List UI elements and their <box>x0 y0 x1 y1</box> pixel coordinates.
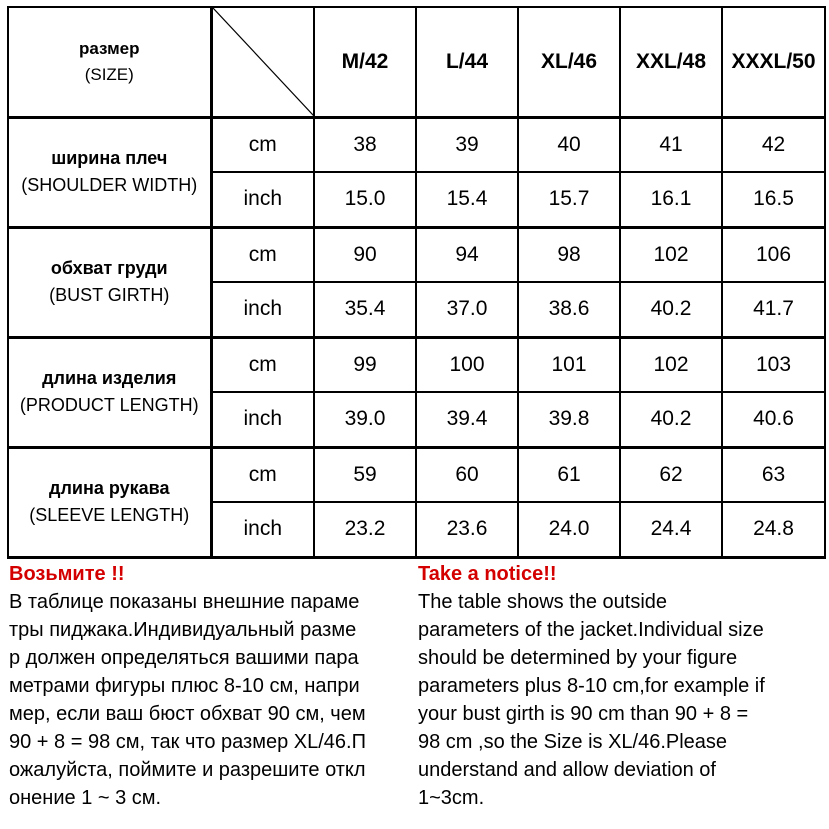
value-cell: 23.6 <box>416 502 518 557</box>
value-cell: 40.2 <box>620 392 722 447</box>
table-row <box>8 337 825 392</box>
value-cell: 42 <box>722 117 825 172</box>
measure-label-en: (SLEEVE LENGTH) <box>29 505 190 525</box>
measure-label-en: (BUST GIRTH) <box>49 285 170 305</box>
value-cell: 24.8 <box>722 502 825 557</box>
size-col-header: XL/46 <box>518 7 620 117</box>
unit-cell: inch <box>211 502 314 557</box>
measure-label-ru: длина рукава <box>49 478 170 498</box>
measure-label-cell <box>8 337 211 447</box>
table-row <box>8 117 825 172</box>
measure-label-ru: обхват груди <box>50 258 168 278</box>
value-cell: 102 <box>620 227 722 282</box>
value-cell: 15.7 <box>518 172 620 227</box>
value-cell: 100 <box>416 337 518 392</box>
measure-label-cell <box>8 117 211 227</box>
value-cell: 35.4 <box>314 282 416 337</box>
size-chart-table <box>7 6 826 559</box>
value-cell: 23.2 <box>314 502 416 557</box>
notice-ru-title: Возьмите !! <box>9 563 125 585</box>
value-cell: 90 <box>314 227 416 282</box>
table-row <box>8 227 825 282</box>
value-cell: 24.4 <box>620 502 722 557</box>
value-cell: 59 <box>314 447 416 502</box>
measure-label-ru: длина изделия <box>42 368 177 388</box>
measure-label-en: (PRODUCT LENGTH) <box>19 395 199 415</box>
value-cell: 16.1 <box>620 172 722 227</box>
unit-cell: inch <box>211 172 314 227</box>
value-cell: 39.0 <box>314 392 416 447</box>
notice-ru <box>9 560 414 812</box>
size-label-ru: размер <box>79 38 140 58</box>
size-col-header: XXL/48 <box>620 7 722 117</box>
value-cell: 103 <box>722 337 825 392</box>
value-cell: 61 <box>518 447 620 502</box>
value-cell: 40 <box>518 117 620 172</box>
value-cell: 63 <box>722 447 825 502</box>
value-cell: 60 <box>416 447 518 502</box>
notice-en <box>418 560 826 812</box>
value-cell: 40.2 <box>620 282 722 337</box>
value-cell: 39.4 <box>416 392 518 447</box>
size-col-header: L/44 <box>416 7 518 117</box>
value-cell: 99 <box>314 337 416 392</box>
value-cell: 15.4 <box>416 172 518 227</box>
value-cell: 38 <box>314 117 416 172</box>
value-cell: 41.7 <box>722 282 825 337</box>
size-label-en: (SIZE) <box>84 64 134 84</box>
value-cell: 41 <box>620 117 722 172</box>
unit-cell: cm <box>211 447 314 502</box>
value-cell: 102 <box>620 337 722 392</box>
value-cell: 16.5 <box>722 172 825 227</box>
notice-en-body: The table shows the outside parameters of the jacket.Individual size should be determined by your figure parameters plus 8-10 cm,for example if your bust girth is 90 cm than 90 + 8 = 98 cm ,so the Size is XL/46.Please understand and allow deviation of 1~3cm. <box>418 591 765 809</box>
value-cell: 101 <box>518 337 620 392</box>
notice-ru-body: В таблице показаны внешние параме тры пиджака.Индивидуальный разме р должен определяться вашими пара метрами фигуры плюс 8-10 см, напри мер, если ваш бюст обхват 90 см, чем 90 + 8 = 98 см, так что размер XL/46.П ожалуйста, поймите и разрешите откл онение 1 ~ 3 см. <box>9 591 366 809</box>
value-cell: 106 <box>722 227 825 282</box>
value-cell: 39.8 <box>518 392 620 447</box>
unit-cell: cm <box>211 227 314 282</box>
value-cell: 39 <box>416 117 518 172</box>
unit-cell: cm <box>211 337 314 392</box>
diagonal-corner-cell <box>211 7 314 117</box>
size-col-header: XXXL/50 <box>722 7 825 117</box>
notice-en-title: Take a notice!! <box>418 563 557 585</box>
diagonal-line <box>213 8 314 116</box>
measure-label-ru: ширина плеч <box>51 148 168 168</box>
size-col-header: M/42 <box>314 7 416 117</box>
unit-cell: inch <box>211 392 314 447</box>
unit-cell: inch <box>211 282 314 337</box>
value-cell: 38.6 <box>518 282 620 337</box>
value-cell: 37.0 <box>416 282 518 337</box>
header-row <box>8 7 825 117</box>
measure-label-cell <box>8 447 211 557</box>
table-row <box>8 447 825 502</box>
value-cell: 15.0 <box>314 172 416 227</box>
value-cell: 94 <box>416 227 518 282</box>
value-cell: 40.6 <box>722 392 825 447</box>
unit-cell: cm <box>211 117 314 172</box>
measure-label-en: (SHOULDER WIDTH) <box>21 175 198 195</box>
measure-label-cell <box>8 227 211 337</box>
value-cell: 98 <box>518 227 620 282</box>
size-header-cell <box>8 7 211 117</box>
value-cell: 62 <box>620 447 722 502</box>
value-cell: 24.0 <box>518 502 620 557</box>
